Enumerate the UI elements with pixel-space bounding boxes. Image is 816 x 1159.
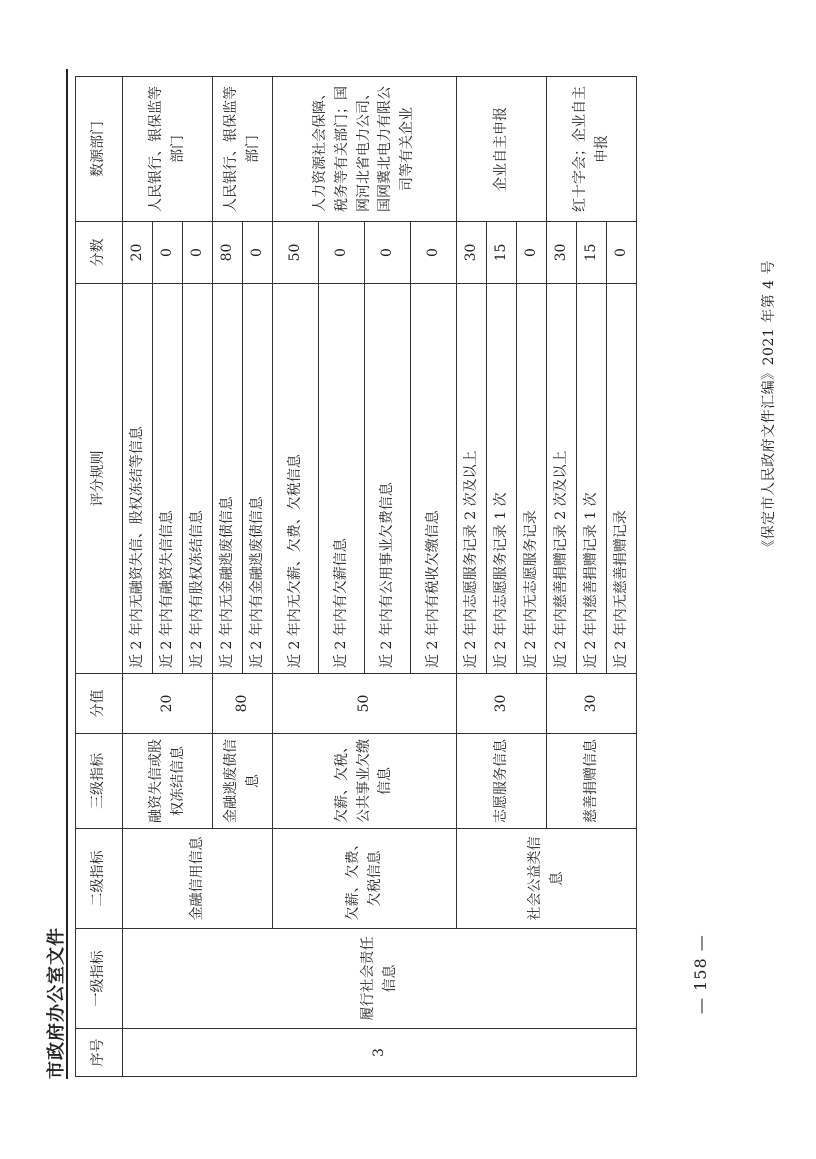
- score-cell: 0: [319, 222, 365, 284]
- col-header-dept: 数源部门: [76, 77, 123, 222]
- col-header-level2: 二级指标: [76, 829, 123, 929]
- rule-cell: 近 2 年内无志愿服务记录: [517, 284, 547, 674]
- score-cell: 50: [273, 222, 319, 284]
- rule-cell: 近 2 年内慈善捐赠记录 1 次: [577, 284, 607, 674]
- score-cell: 30: [547, 222, 577, 284]
- level3-cell: 慈善捐赠信息: [547, 734, 637, 829]
- value-cell: 30: [457, 674, 547, 734]
- rule-cell: 近 2 年内无慈善捐赠记录: [607, 284, 637, 674]
- dept-cell: 红十字会；企业自主申报: [547, 77, 637, 222]
- score-cell: 0: [153, 222, 183, 284]
- score-cell: 15: [577, 222, 607, 284]
- scoring-table: [75, 76, 637, 1077]
- rule-cell: 近 2 年内有税收欠缴信息: [411, 284, 457, 674]
- col-header-rule: 评分规则: [76, 284, 123, 674]
- seq-cell: 3: [123, 1029, 637, 1077]
- score-cell: 80: [213, 222, 243, 284]
- header-rule: [66, 69, 68, 1079]
- level2-cell: 金融信用信息: [123, 829, 273, 929]
- rule-cell: 近 2 年内有公用事业欠费信息: [365, 284, 411, 674]
- table-header-row: [76, 77, 123, 1077]
- score-cell: 20: [123, 222, 153, 284]
- rule-cell: 近 2 年内有欠薪信息: [319, 284, 365, 674]
- col-header-value: 分值: [76, 674, 123, 734]
- score-cell: 0: [517, 222, 547, 284]
- level2-cell: 社会公益类信息: [457, 829, 637, 929]
- table-row: [457, 77, 487, 1077]
- page-number: — 158 —: [691, 934, 710, 1014]
- level3-cell: 欠薪、欠税、公共事业欠缴信息: [273, 734, 457, 829]
- col-header-level1: 一级指标: [76, 929, 123, 1029]
- rule-cell: 近 2 年内有融资失信信息: [153, 284, 183, 674]
- level3-cell: 融资失信或股权冻结信息: [123, 734, 213, 829]
- rule-cell: 近 2 年内有股权冻结信息: [183, 284, 213, 674]
- header-right-title: 《保定市人民政府文件汇编》2021 年第 4 号: [761, 260, 777, 554]
- score-cell: 30: [457, 222, 487, 284]
- level3-cell: 金融逃废债信息: [213, 734, 273, 829]
- score-cell: 0: [607, 222, 637, 284]
- score-cell: 0: [243, 222, 273, 284]
- score-cell: 0: [183, 222, 213, 284]
- col-header-score: 分数: [76, 222, 123, 284]
- rule-cell: 近 2 年内志愿服务记录 1 次: [487, 284, 517, 674]
- value-cell: 80: [213, 674, 273, 734]
- score-cell: 0: [411, 222, 457, 284]
- rule-cell: 近 2 年内无金融逃废债信息: [213, 284, 243, 674]
- rule-cell: 近 2 年内慈善捐赠记录 2 次及以上: [547, 284, 577, 674]
- rule-cell: 近 2 年内志愿服务记录 2 次及以上: [457, 284, 487, 674]
- header-left-title: 市政府办公室文件: [46, 927, 67, 1079]
- level3-cell: 志愿服务信息: [457, 734, 547, 829]
- rule-cell: 近 2 年内无融资失信、股权冻结等信息: [123, 284, 153, 674]
- rule-cell: 近 2 年内有金融逃废债信息: [243, 284, 273, 674]
- level1-cell: 履行社会责任信息: [123, 929, 637, 1029]
- rule-cell: 近 2 年内无欠薪、欠费、欠税信息: [273, 284, 319, 674]
- score-cell: 0: [365, 222, 411, 284]
- value-cell: 30: [547, 674, 637, 734]
- col-header-level3: 三级指标: [76, 734, 123, 829]
- table-row: [273, 77, 319, 1077]
- col-header-seq: 序号: [76, 1029, 123, 1077]
- value-cell: 20: [123, 674, 213, 734]
- value-cell: 50: [273, 674, 457, 734]
- dept-cell: 人力资源社会保障、税务等有关部门；国网河北省电力公司、国网冀北电力有限公司等有关企业: [273, 77, 457, 222]
- score-cell: 15: [487, 222, 517, 284]
- dept-cell: 企业自主申报: [457, 77, 547, 222]
- level2-cell: 欠薪、欠费、欠税信息: [273, 829, 457, 929]
- dept-cell: 人民银行、银保监等部门: [123, 77, 213, 222]
- dept-cell: 人民银行、银保监等部门: [213, 77, 273, 222]
- table-row: [123, 77, 153, 1077]
